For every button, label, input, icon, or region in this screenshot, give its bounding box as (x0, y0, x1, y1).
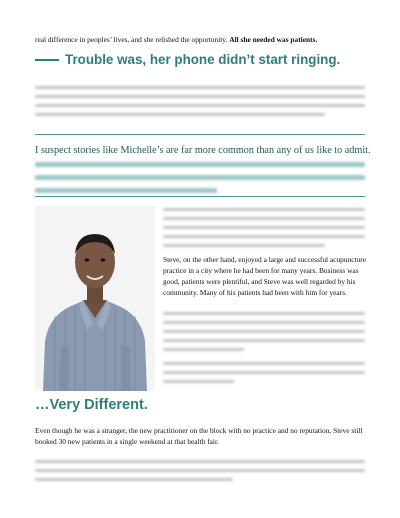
portrait-photo (35, 206, 155, 391)
intro-line (35, 34, 375, 45)
blurred-paragraph-5 (35, 460, 365, 487)
blurred-paragraph-3 (163, 312, 365, 357)
quote-top-rule (35, 134, 365, 135)
heading-dash (35, 59, 59, 61)
pull-quote (35, 144, 371, 201)
heading-text: Trouble was, her phone didn’t start ringing. (65, 52, 341, 67)
blurred-paragraph-2 (163, 208, 365, 253)
man-portrait-image (35, 206, 155, 391)
section-heading-trouble (35, 52, 340, 67)
quote-bottom-rule (35, 196, 365, 197)
steve-paragraph: Steve, on the other hand, enjoyed a large and successful acupuncture practice in a city where he had been for many years. Business was good, patients were plentiful, and Steve was well regarded by his community. Many of his patients had been with him for years. (163, 255, 367, 297)
pull-quote-text: I suspect stories like Michelle’s are far more common than any of us like to admit. (35, 145, 371, 156)
intro-bold: All she needed was patients. (229, 35, 318, 44)
blurred-paragraph-4 (163, 362, 365, 389)
closing-paragraph: Even though he was a stranger, the new practitioner on the block with no practice and no reputation, Steve still booked 30 new patients in a single weekend at that health fair. (35, 426, 363, 446)
section-heading-very-different: …Very Different. (35, 397, 148, 413)
blurred-paragraph-1 (35, 86, 365, 122)
intro-text: real difference in peoples’ lives, and she relished the opportunity. (35, 35, 228, 44)
